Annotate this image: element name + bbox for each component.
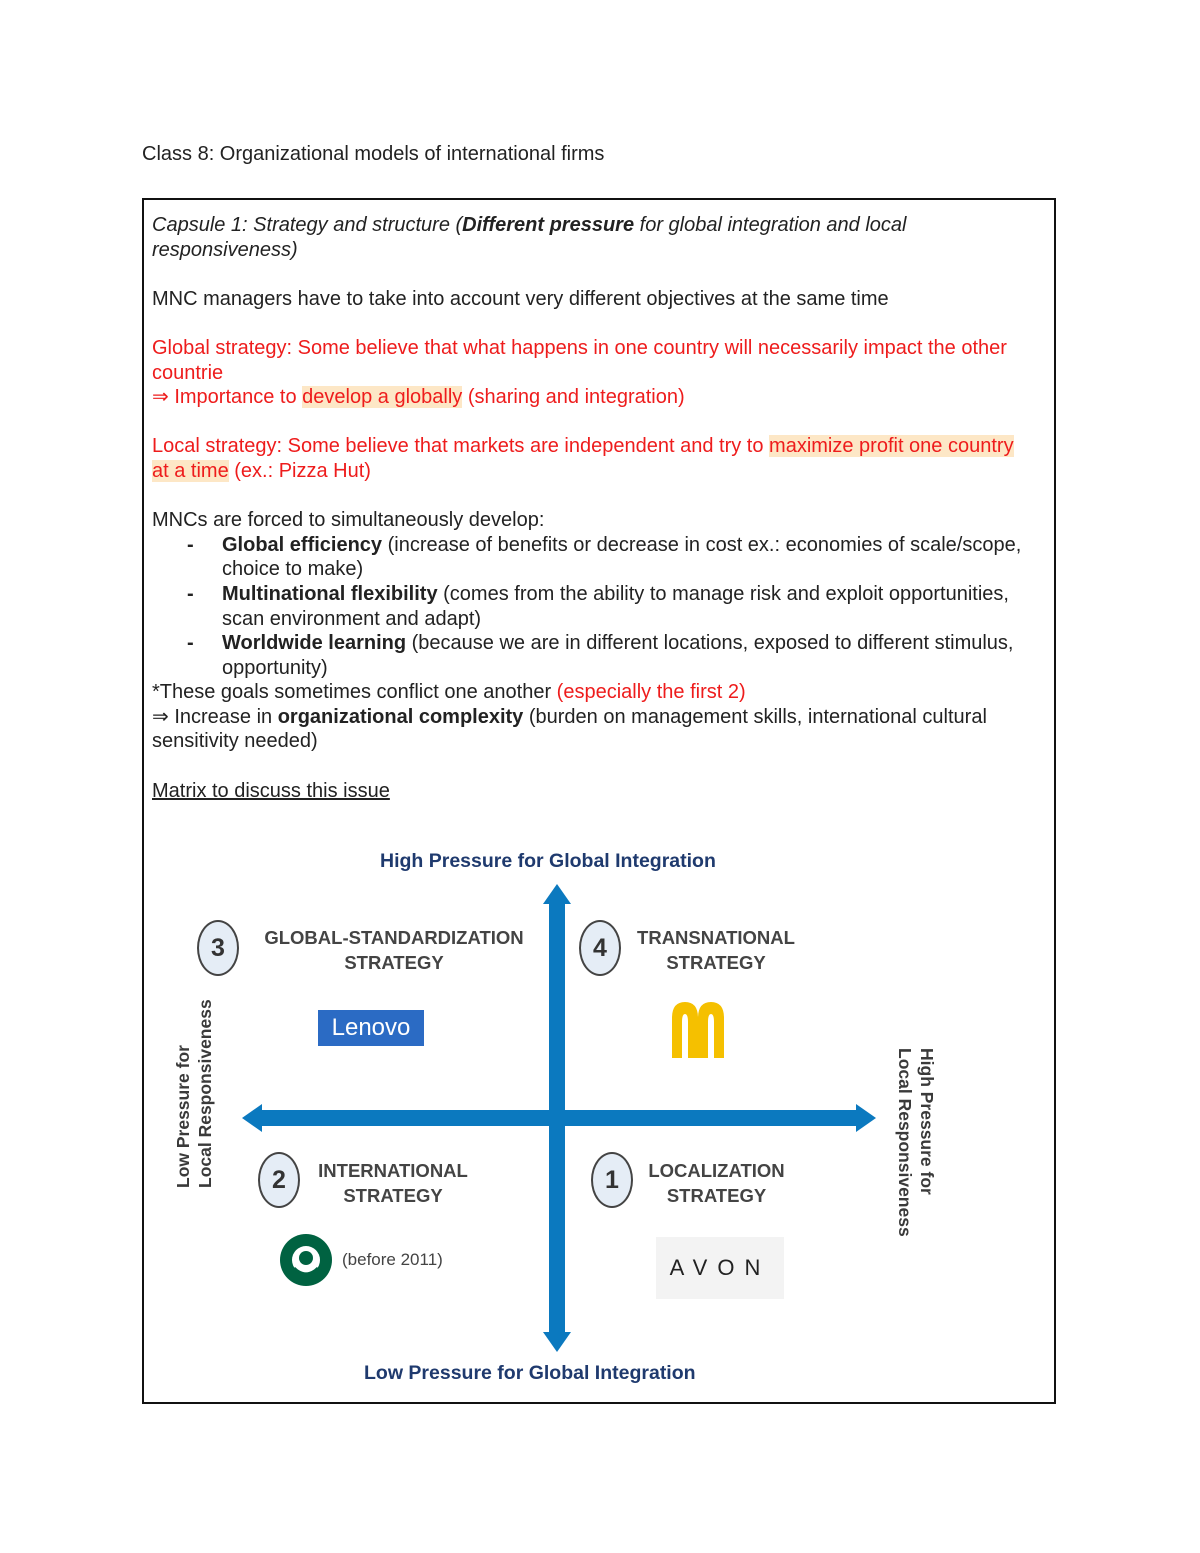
mnc-forced-text: MNCs are forced to simultaneously develop: [152,509,545,532]
left-arrow-head [242,1104,262,1132]
global-importance-text [152,385,1032,410]
lenovo-logo: Lenovo [318,1010,424,1046]
horizontal-arrow-shaft [254,1110,864,1126]
quadrant-1-title [634,1158,799,1208]
quadrant-4-line2: STRATEGY [666,952,766,973]
up-arrow-head [543,884,571,904]
capsule-box [142,198,1056,1404]
capsule-text [152,213,1032,803]
quadrant-4-title [626,925,806,975]
goal-term: Worldwide learning [222,632,407,655]
goal-term: Global efficiency [222,533,383,556]
local-strategy-text [152,434,1032,483]
left-axis-line2: Local Responsiveness [195,999,215,1188]
global-strategy-text: Global strategy: Some believe that what happens in one country will necessarily impact the other countrie [152,336,1007,384]
heading-bold: Different pressure [462,214,635,236]
mcdonalds-logo [672,1002,724,1058]
list-item [152,582,1032,631]
increase-bold: organizational complexity [277,705,524,728]
strategy-matrix [144,840,1054,1400]
global-importance-highlight: develop a globally [302,386,463,409]
goals-list [152,533,1032,681]
increase-b: (burden on management skills, international cultural sensitivity needed) [152,705,987,753]
avon-logo: AVON [656,1237,784,1299]
down-arrow-head [543,1332,571,1352]
increase-a: ⇒ Increase in [152,705,278,728]
goal-term: Multinational flexibility [222,582,438,605]
quadrant-3-number: 3 [197,920,239,976]
quadrant-3-line1: GLOBAL-STANDARDIZATION [264,927,524,948]
left-axis-line1: Low Pressure for [173,1045,193,1188]
right-axis-label [894,1048,938,1237]
local-strategy-highlight: maximize profit one country at a time [152,435,1014,482]
goal-desc: (comes from the ability to manage risk and exploit opportunities, scan environment and adapt) [222,582,1009,630]
heading-part-b: for global integration and local responsiveness) [152,214,907,261]
intro-text: MNC managers have to take into account very different objectives at the same time [152,287,889,310]
quadrant-1-number: 1 [591,1152,633,1208]
list-item [152,631,1032,680]
top-axis-label: High Pressure for Global Integration [380,850,716,872]
heading-part-a: Capsule 1: Strategy and structure ( [152,214,463,236]
matrix-link[interactable]: Matrix to discuss this issue [152,779,390,802]
goal-desc: (because we are in different locations, exposed to different stimulus, opportunity) [222,632,1014,679]
global-importance-b: (sharing and integration) [462,386,685,409]
right-axis-line1: High Pressure for [917,1048,937,1195]
quadrant-4-line1: TRANSNATIONAL [637,927,795,948]
bullet-dash: - [187,582,194,605]
bullet-dash: - [187,632,194,655]
local-strategy-a: Local strategy: Some believe that markets are independent and try to [152,435,770,458]
increase-text [152,705,1032,754]
quadrant-2-title [308,1158,478,1208]
capsule-heading [152,213,1032,262]
quadrant-1-line1: LOCALIZATION [648,1160,785,1181]
quadrant-3-title [254,925,534,975]
right-axis-line2: Local Responsiveness [895,1048,915,1237]
conflict-a: *These goals sometimes conflict one another [152,681,557,704]
quadrant-2-line1: INTERNATIONAL [318,1160,468,1181]
bullet-dash: - [187,533,194,556]
conflict-text [152,680,1032,705]
bottom-axis-label: Low Pressure for Global Integration [364,1362,696,1384]
quadrant-2-line2: STRATEGY [343,1185,443,1206]
quadrant-3-line2: STRATEGY [344,952,444,973]
page-title: Class 8: Organizational models of international firms [142,143,605,165]
local-strategy-b: (ex.: Pizza Hut) [228,459,371,482]
before-2011-note: (before 2011) [342,1250,443,1269]
quadrant-4-number: 4 [579,920,621,976]
list-item [152,533,1032,582]
conflict-red: (especially the first 2) [556,681,746,704]
global-importance-a: ⇒ Importance to [152,386,303,409]
left-axis-label [172,999,216,1188]
quadrant-1-line2: STRATEGY [666,1185,767,1206]
quadrant-2-number: 2 [258,1152,300,1208]
right-arrow-head [856,1104,876,1132]
goal-desc: (increase of benefits or decrease in cost ex.: economies of scale/scope, choice to make) [222,533,1022,581]
